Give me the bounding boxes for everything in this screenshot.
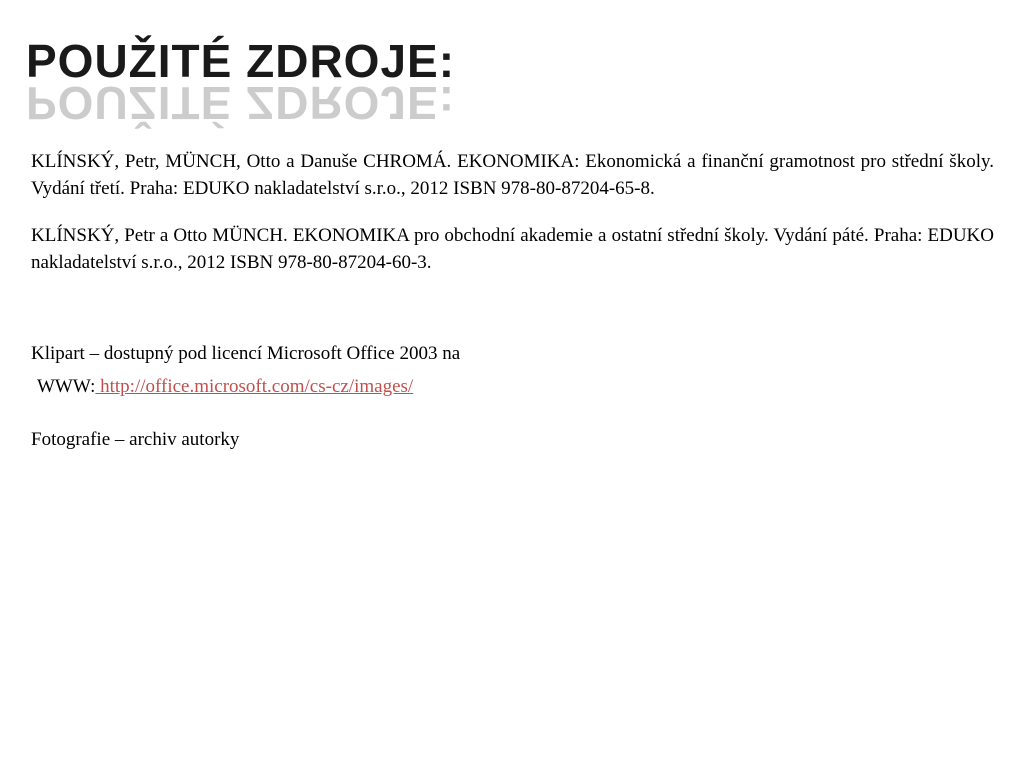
reference-2: KLÍNSKÝ, Petr a Otto MÜNCH. EKONOMIKA pro obchodní akademie a ostatní střední školy. Vydání páté. Praha: EDUKO nakladatelství s.r.o., 2012 ISBN 978-80-87204-60-3. — [31, 225, 994, 273]
www-label: WWW: — [37, 376, 96, 397]
reference-1: KLÍNSKÝ, Petr, MÜNCH, Otto a Danuše CHROMÁ. EKONOMIKA: Ekonomická a finanční gramotnost pro střední školy. Vydání třetí. Praha: EDUKO nakladatelství s.r.o., 2012 ISBN 978-80-87204-65-8. — [31, 151, 994, 199]
clipart-www-line — [31, 373, 994, 400]
sources-content — [31, 148, 994, 453]
title-reflection-text: POUŽITÉ ZDROJE: — [26, 77, 456, 129]
title-reflection — [26, 77, 456, 129]
clipart-source: Klipart – dostupný pod licencí Microsoft Office 2003 na — [31, 343, 461, 364]
photo-source: Fotografie – archiv autorky — [31, 429, 240, 450]
title-block — [26, 35, 456, 129]
spacer — [31, 276, 994, 340]
clipart-link[interactable]: http://office.microsoft.com/cs-cz/images/ — [95, 376, 414, 397]
slide-title: POUŽITÉ ZDROJE: — [26, 35, 456, 87]
